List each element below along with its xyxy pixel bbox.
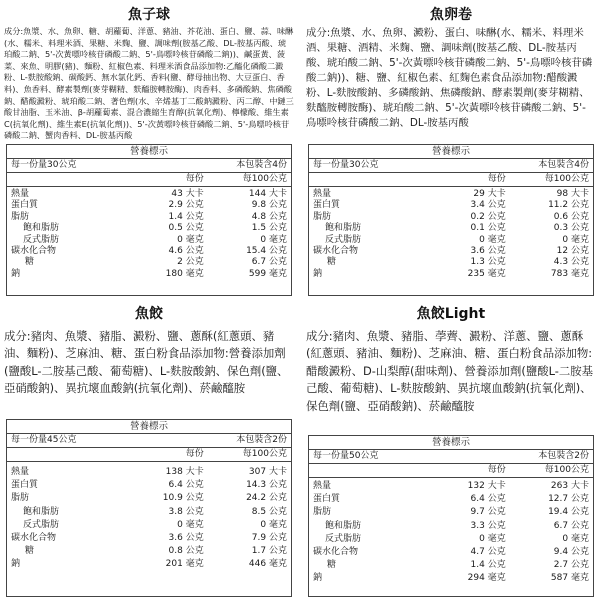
nutrient-per-serving: 29 大卡	[473, 189, 506, 199]
nutrition-row	[11, 479, 287, 492]
serving-info	[309, 450, 593, 464]
nutrition-row	[313, 520, 589, 533]
nutrition-panel-title: 營養標示	[309, 145, 593, 159]
nutrient-name: 碳水化合物	[11, 246, 57, 257]
ingredients-text: 成分:豬肉、魚漿、豬脂、澱粉、鹽、蔥酥(紅蔥頭、豬油、麵粉)、芝麻油、糖、蛋白粉食品添加物:營養添加劑(鹽酸L-二胺基己酸、葡萄糖)、L-麩胺酸鈉、保色劑(鹽、亞硝酸鈉)、異抗壞血酸鈉(抗氧化劑)、菸鹼醯胺	[4, 329, 289, 396]
column-header-per-serving: 每份	[185, 449, 204, 459]
column-header-per-serving: 每份	[185, 174, 204, 184]
nutrient-per-serving: 3.6 公克	[470, 246, 506, 257]
nutrient-name: 反式脂肪	[325, 234, 362, 245]
nutrient-per-serving: 0.5 公克	[168, 223, 204, 234]
nutrition-row	[313, 559, 589, 572]
product-section-fish-roe-roll	[306, 6, 596, 296]
nutrition-row	[11, 519, 287, 532]
nutrient-per-serving: 180 毫克	[165, 268, 204, 279]
nutrient-per-serving: 294 毫克	[467, 573, 506, 584]
nutrient-name: 碳水化合物	[11, 533, 57, 544]
serving-size: 每一份量50公克	[313, 451, 379, 461]
nutrient-name: 蛋白質	[11, 480, 39, 491]
nutrient-per-serving: 0 毫克	[479, 533, 506, 544]
nutrient-name: 鈉	[313, 573, 323, 584]
column-header-per-serving: 每份	[487, 174, 506, 184]
nutrient-name: 碳水化合物	[313, 246, 359, 257]
ingredients-text: 成分:魚漿、水、魚卵、澱粉、蛋白、味醂(水、糯米、料理米酒、果糖、酒精、米麴、鹽、調味劑(胺基乙酸、DL-胺基丙酸、琥珀酸二鈉、5'-次黃嘌呤核苷磷酸二鈉、5'-鳥嘌呤核苷磷酸二鈉))、糖、鹽、紅椒色素、紅麴色素食品添加物:醋酸澱粉、L-麩胺酸鈉、多磷酸鈉、焦磷酸鈉、酵素製劑(麥芽糊精、麩醯胺轉胺酶)、琥珀酸二鈉、5'-次黃嘌呤核苷磷酸二鈉、5'-鳥嘌呤核苷磷酸二鈉、DL-胺基丙酸	[306, 27, 593, 129]
nutrition-rows	[7, 462, 291, 572]
nutrition-row	[313, 506, 589, 519]
product-title: 魚餃	[135, 306, 163, 322]
nutrient-per-100g: 0 毫克	[260, 234, 287, 245]
nutrition-row	[313, 480, 589, 493]
nutrition-row	[313, 212, 589, 223]
nutrient-per-serving: 6.4 公克	[168, 480, 204, 491]
column-header-blank	[11, 173, 132, 186]
product-section-fish-dumpling-light	[306, 305, 596, 597]
nutrient-per-100g: 4.3 公克	[553, 257, 589, 268]
nutrition-row	[11, 246, 287, 257]
nutrient-per-serving: 6.4 公克	[470, 494, 506, 505]
nutrient-name: 飽和脂肪	[23, 223, 60, 234]
product-title: 魚子球	[128, 7, 170, 23]
nutrient-per-serving: 235 毫克	[467, 268, 506, 279]
nutrition-row	[11, 558, 287, 571]
nutrient-name: 蛋白質	[313, 494, 341, 505]
nutrient-per-100g: 783 毫克	[550, 268, 589, 279]
column-header-per-100g: 每100公克	[544, 174, 589, 184]
nutrition-row	[11, 532, 287, 545]
nutrient-name: 反式脂肪	[325, 533, 362, 544]
nutrient-name: 飽和脂肪	[325, 223, 362, 234]
nutrient-per-serving: 132 大卡	[467, 481, 506, 491]
nutrition-row	[313, 257, 589, 268]
column-header-per-100g: 每100公克	[242, 174, 287, 184]
nutrition-facts-panel	[6, 144, 292, 296]
nutrient-per-serving: 0.2 公克	[470, 211, 506, 222]
nutrition-row	[11, 189, 287, 200]
nutrient-name: 蛋白質	[313, 200, 341, 211]
nutrient-name: 飽和脂肪	[325, 520, 362, 531]
nutrient-per-100g: 599 毫克	[248, 268, 287, 279]
nutrient-per-serving: 4.7 公克	[470, 547, 506, 558]
serving-size: 每一份量45公克	[11, 435, 77, 445]
nutrient-name: 反式脂肪	[23, 234, 60, 245]
nutrition-column-headers	[309, 464, 593, 478]
nutrient-per-serving: 0.8 公克	[168, 546, 204, 557]
nutrition-column-headers	[7, 448, 291, 462]
column-header-per-100g: 每100公克	[544, 465, 589, 475]
nutrient-per-serving: 138 大卡	[165, 467, 204, 477]
nutrient-per-100g: 24.2 公克	[246, 493, 287, 504]
nutrient-name: 糖	[25, 257, 35, 268]
column-header-blank	[313, 464, 434, 477]
column-header-blank	[313, 173, 434, 186]
nutrition-row	[313, 572, 589, 585]
nutrient-name: 脂肪	[313, 211, 332, 222]
nutrient-per-100g: 144 大卡	[248, 189, 287, 199]
nutrient-per-serving: 3.3 公克	[470, 520, 506, 531]
nutrient-name: 糖	[25, 546, 35, 557]
nutrition-row	[313, 189, 589, 200]
nutrient-per-100g: 1.5 公克	[251, 223, 287, 234]
nutrition-row	[313, 200, 589, 211]
product-section-fish-dumpling	[4, 305, 294, 597]
serving-size: 每一份量30公克	[11, 160, 77, 170]
nutrient-per-100g: 6.7 公克	[553, 520, 589, 531]
nutrition-rows	[7, 187, 291, 280]
nutrient-per-serving: 4.6 公克	[168, 246, 204, 257]
nutrient-per-100g: 0 毫克	[562, 533, 589, 544]
nutrient-per-100g: 1.7 公克	[251, 546, 287, 557]
nutrition-row	[313, 235, 589, 246]
nutrition-row	[313, 533, 589, 546]
nutrient-name: 熱量	[11, 189, 30, 199]
nutrition-row	[11, 200, 287, 211]
nutrient-per-100g: 587 毫克	[550, 573, 589, 584]
nutrition-facts-panel	[308, 144, 594, 296]
nutrient-name: 熱量	[313, 481, 332, 491]
serving-info	[7, 434, 291, 448]
nutrition-facts-panel	[308, 435, 594, 597]
product-section-fish-roe-ball	[4, 6, 294, 296]
nutrient-per-serving: 0.1 公克	[470, 223, 506, 234]
nutrition-column-headers	[309, 173, 593, 187]
nutrient-name: 蛋白質	[11, 200, 39, 211]
nutrient-name: 飽和脂肪	[23, 506, 60, 517]
nutrition-row	[313, 546, 589, 559]
nutrition-row	[11, 269, 287, 280]
nutrient-per-serving: 201 毫克	[165, 559, 204, 570]
column-header-blank	[11, 448, 132, 461]
nutrition-panel-title: 營養標示	[7, 420, 291, 434]
nutrition-rows	[309, 187, 593, 280]
nutrient-per-serving: 2 公克	[177, 257, 204, 268]
nutrition-panel-title: 營養標示	[309, 436, 593, 450]
nutrition-facts-panel	[6, 419, 292, 597]
nutrition-row	[11, 545, 287, 558]
nutrient-per-serving: 1.4 公克	[168, 211, 204, 222]
product-title: 魚卵卷	[430, 7, 472, 23]
column-header-per-100g: 每100公克	[242, 449, 287, 459]
nutrient-per-100g: 0.6 公克	[553, 211, 589, 222]
nutrition-row	[11, 506, 287, 519]
nutrient-name: 鈉	[313, 268, 323, 279]
column-header-per-serving: 每份	[487, 465, 506, 475]
nutrient-per-serving: 10.9 公克	[162, 493, 204, 504]
nutrient-per-100g: 9.4 公克	[553, 547, 589, 558]
servings-per-package: 本包裝含4份	[538, 160, 589, 170]
nutrient-name: 糖	[327, 560, 337, 571]
nutrient-per-100g: 4.8 公克	[251, 211, 287, 222]
nutrient-per-100g: 19.4 公克	[548, 507, 589, 518]
servings-per-package: 本包裝含2份	[538, 451, 589, 461]
nutrient-per-serving: 1.3 公克	[470, 257, 506, 268]
nutrient-name: 脂肪	[313, 507, 332, 518]
nutrient-per-100g: 12.7 公克	[548, 494, 589, 505]
nutrient-per-100g: 9.8 公克	[251, 200, 287, 211]
nutrient-name: 鈉	[11, 559, 21, 570]
nutrient-name: 脂肪	[11, 493, 30, 504]
nutrient-per-100g: 6.7 公克	[251, 257, 287, 268]
nutrient-per-100g: 8.5 公克	[251, 506, 287, 517]
nutrient-per-100g: 15.4 公克	[246, 246, 287, 257]
nutrient-per-serving: 2.9 公克	[168, 200, 204, 211]
nutrient-per-serving: 9.7 公克	[470, 507, 506, 518]
nutrient-per-100g: 0 毫克	[260, 519, 287, 530]
nutrient-name: 反式脂肪	[23, 519, 60, 530]
nutrition-row	[11, 257, 287, 268]
nutrition-row	[11, 492, 287, 505]
nutrient-name: 熱量	[11, 467, 30, 477]
nutrition-row	[313, 269, 589, 280]
nutrient-name: 糖	[327, 257, 337, 268]
nutrition-row	[11, 212, 287, 223]
nutrient-per-100g: 0.3 公克	[553, 223, 589, 234]
nutrient-per-100g: 11.2 公克	[548, 200, 589, 211]
nutrition-row	[313, 223, 589, 234]
nutrition-row	[313, 246, 589, 257]
nutrient-per-serving: 3.6 公克	[168, 533, 204, 544]
ingredients-text: 成分:魚漿、水、魚卵、糖、胡蘿蔔、洋蔥、豬油、芥花油、蛋白、鹽、蒜、味醂(水、糯米、料理米酒、果糖、米麴、鹽、調味劑(胺基乙酸、DL-胺基丙酸、琥珀酸二鈉、5'-次黃嘌呤核苷磷酸二鈉、5'-鳥嘌呤核苷磷酸二鈉))、鹹蛋黃、菠菜、來魚、明膠(豬)、麵粉、紅椒色素、料理米酒食品添加物:乙醯化磷酸二澱粉、L-麩胺酸鈉、碳酸鈣、無水氯化鈣、香料(鹽、酵母抽出物、大豆蛋白、香料)、魚香料、酵素製劑(麥芽糊精、麩醯胺轉胺酶)、肉香料、多磷酸鈉、焦磷酸鈉、醋酸澱粉、琥珀酸二鈉、著色劑(水、辛烯基丁二酸鈉澱粉、丙二醇、中鏈三酸甘油脂、玉米油、β-胡蘿蔔素、混合濃縮生育醇(抗氧化劑)、檸檬酸、維生素C(抗氧化劑)、維生素E(抗氧化劑))、5'-次黃嘌呤核苷磷酸二鈉、5'-鳥嘌呤核苷磷酸二鈉、蟹肉香料、DL-胺基丙酸	[4, 26, 294, 141]
nutrition-rows	[309, 478, 593, 586]
nutrient-per-100g: 263 大卡	[550, 481, 589, 491]
product-title: 魚餃Light	[416, 306, 486, 322]
nutrient-per-100g: 14.3 公克	[246, 480, 287, 491]
nutrition-row	[11, 223, 287, 234]
nutrition-column-headers	[7, 173, 291, 187]
serving-info	[309, 159, 593, 173]
ingredients-text: 成分:豬肉、魚漿、豬脂、荸薺、澱粉、洋蔥、鹽、蔥酥(紅蔥頭、豬油、麵粉)、芝麻油、糖、蛋白粉食品添加物:醋酸澱粉、D-山梨醇(甜味劑)、營養添加劑(鹽酸L-二胺基己酸、葡萄糖)、L-麩胺酸鈉、異抗壞血酸鈉(抗氧化劑)、保色劑(鹽、亞硝酸鈉)、菸鹼醯胺	[306, 329, 594, 413]
nutrient-per-100g: 12 公克	[556, 246, 589, 257]
nutrient-name: 碳水化合物	[313, 547, 359, 558]
nutrition-panel-title: 營養標示	[7, 145, 291, 159]
servings-per-package: 本包裝含2份	[236, 435, 287, 445]
nutrition-row	[11, 235, 287, 246]
nutrient-per-serving: 1.4 公克	[470, 560, 506, 571]
serving-size: 每一份量30公克	[313, 160, 379, 170]
nutrition-row	[313, 493, 589, 506]
nutrient-name: 脂肪	[11, 211, 30, 222]
nutrient-per-100g: 7.9 公克	[251, 533, 287, 544]
nutrient-per-100g: 307 大卡	[248, 467, 287, 477]
nutrient-per-serving: 0 毫克	[479, 234, 506, 245]
nutrient-per-100g: 2.7 公克	[553, 560, 589, 571]
nutrient-per-serving: 0 毫克	[177, 519, 204, 530]
nutrient-per-100g: 0 毫克	[562, 234, 589, 245]
nutrient-per-serving: 3.4 公克	[470, 200, 506, 211]
nutrition-row	[11, 466, 287, 479]
nutrient-per-serving: 3.8 公克	[168, 506, 204, 517]
nutrient-per-100g: 446 毫克	[248, 559, 287, 570]
nutrient-per-serving: 0 毫克	[177, 234, 204, 245]
nutrient-per-serving: 43 大卡	[171, 189, 204, 199]
nutrient-name: 熱量	[313, 189, 332, 199]
servings-per-package: 本包裝含4份	[236, 160, 287, 170]
serving-info	[7, 159, 291, 173]
nutrient-per-100g: 98 大卡	[556, 189, 589, 199]
nutrient-name: 鈉	[11, 268, 21, 279]
